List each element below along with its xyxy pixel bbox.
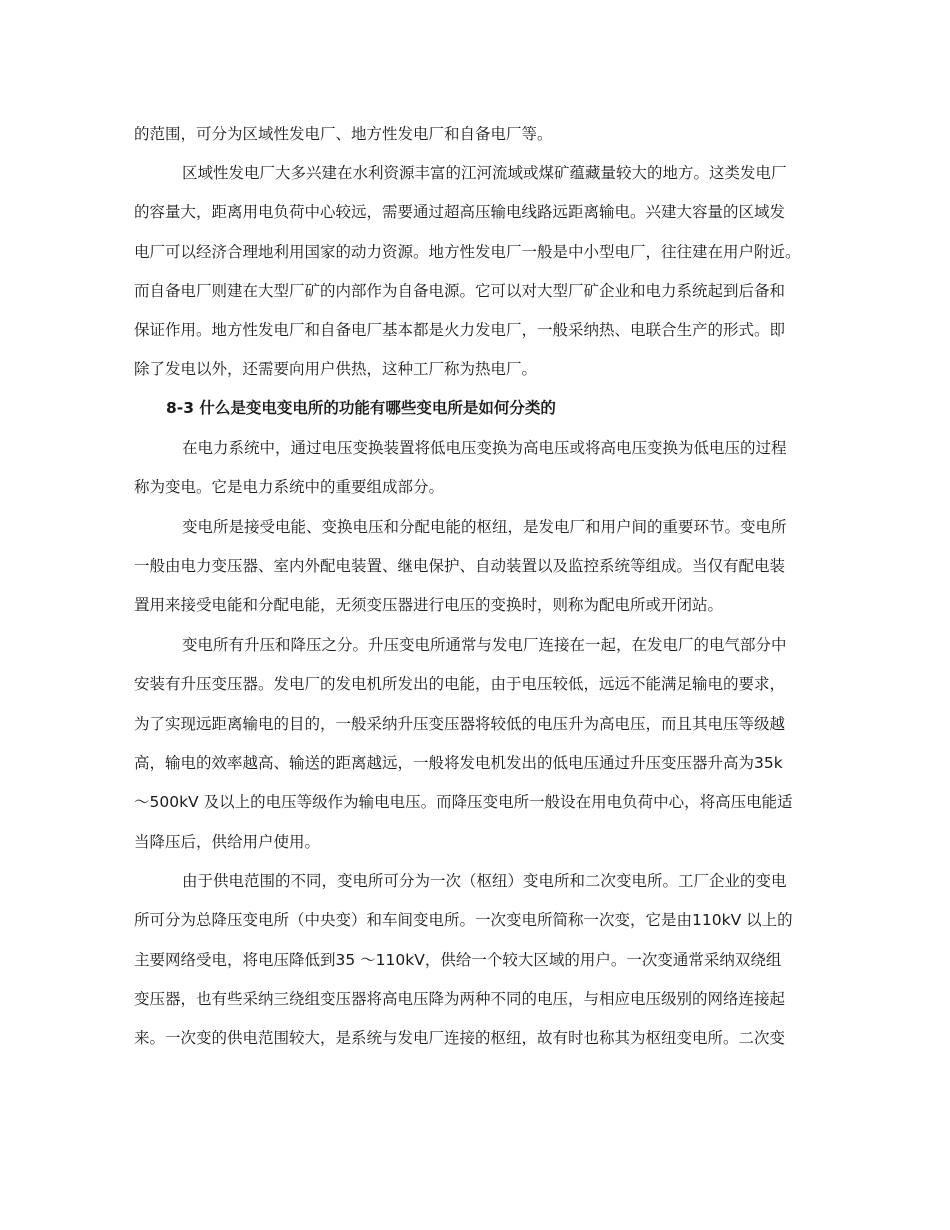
paragraph-line: 当降压后，供给用户使用。 (134, 833, 321, 851)
paragraph-line: ～500kV 及以上的电压等级作为输电电压。而降压变电所一般设在用电负荷中心，将高压电能适 (134, 793, 793, 811)
section-heading: 8-3 什么是变电变电所的功能有哪些变电所是如何分类的 (166, 399, 556, 417)
paragraph-line: 区域性发电厂大多兴建在水利资源丰富的江河流域或煤矿蕴藏量较大的地方。这类发电厂 (182, 164, 787, 182)
paragraph-line: 而自备电厂则建在大型厂矿的内部作为自备电源。它可以对大型厂矿企业和电力系统起到后备和 (134, 282, 786, 300)
paragraph-line: 为了实现远距离输电的目的，一般采纳升压变压器将较低的电压升为高电压，而且其电压等级越 (134, 715, 786, 733)
paragraph-line: 安装有升压变压器。发电厂的发电机所发出的电能，由于电压较低，远远不能满足输电的要求， (134, 675, 786, 693)
paragraph-line: 变电所有升压和降压之分。升压变电所通常与发电厂连接在一起，在发电厂的电气部分中 (182, 636, 787, 654)
paragraph-line: 由于供电范围的不同，变电所可分为一次（枢纽）变电所和二次变电所。工厂企业的变电 (182, 872, 787, 890)
paragraph-line: 的容量大，距离用电负荷中心较远，需要通过超高压输电线路远距离输电。兴建大容量的区域发 (134, 203, 786, 221)
paragraph-line: 高，输电的效率越高、输送的距离越远，一般将发电机发出的低电压通过升压变压器升高为35k (134, 754, 783, 772)
paragraph-line: 除了发电以外，还需要向用户供热，这种工厂称为热电厂。 (134, 360, 538, 378)
paragraph-line: 电厂可以经济合理地利用国家的动力资源。地方性发电厂一般是中小型电厂，往往建在用户附近。 (134, 243, 801, 261)
paragraph-line: 变压器，也有些采纳三绕组变压器将高电压降为两种不同的电压，与相应电压级别的网络连接起 (134, 990, 786, 1008)
paragraph-line: 称为变电。它是电力系统中的重要组成部分。 (134, 478, 445, 496)
paragraph-line: 保证作用。地方性发电厂和自备电厂基本都是火力发电厂，一般采纳热、电联合生产的形式。即 (134, 321, 786, 339)
paragraph-line: 在电力系统中，通过电压变换装置将低电压变换为高电压或将高电压变换为低电压的过程 (182, 439, 787, 457)
paragraph-line: 主要网络受电，将电压降低到35 ～110kV，供给一个较大区域的用户。一次变通常采纳双绕组 (134, 951, 782, 969)
paragraph-line: 变电所是接受电能、变换电压和分配电能的枢纽，是发电厂和用户间的重要环节。变电所 (182, 518, 787, 536)
paragraph-line: 所可分为总降压变电所（中央变）和车间变电所。一次变电所简称一次变，它是由110kV 以上的 (134, 911, 793, 929)
paragraph-line: 置用来接受电能和分配电能，无须变压器进行电压的变换时，则称为配电所或开闭站。 (134, 596, 724, 614)
paragraph-line: 来。一次变的供电范围较大，是系统与发电厂连接的枢纽，故有时也称其为枢纽变电所。二次变 (134, 1029, 786, 1047)
paragraph-line: 一般由电力变压器、室内外配电装置、继电保护、自动装置以及监控系统等组成。当仅有配电装 (134, 557, 786, 575)
paragraph-line: 的范围，可分为区域性发电厂、地方性发电厂和自备电厂等。 (134, 125, 553, 143)
